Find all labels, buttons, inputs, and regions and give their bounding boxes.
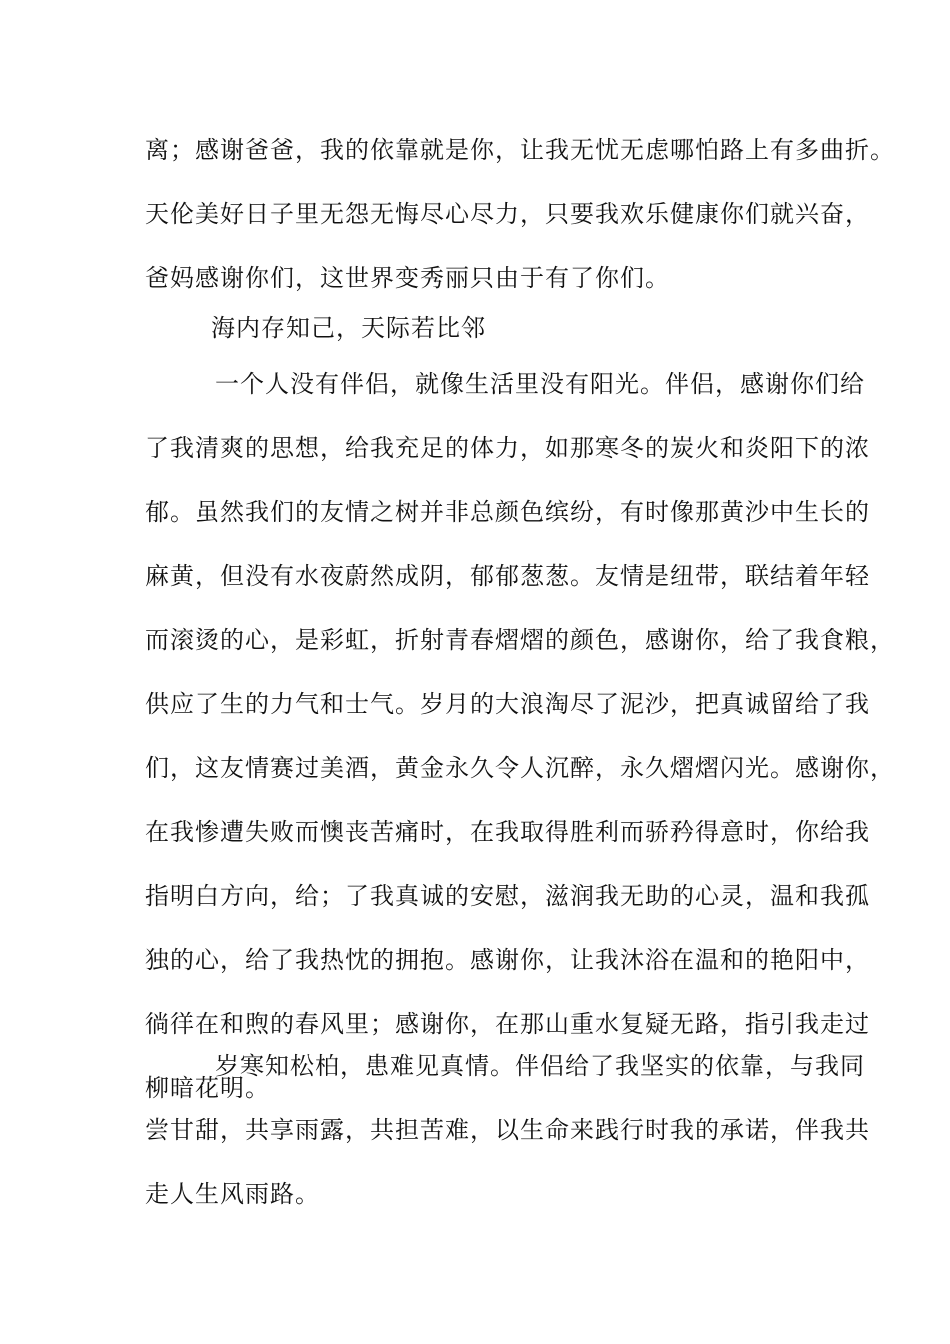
text-line: 离；感谢爸爸，我的依靠就是你，让我无忧无虑哪怕路上有多曲折。 (145, 136, 895, 164)
text-line: 走人生风雨路。 (145, 1180, 320, 1208)
text-line: 而滚烫的心，是彩虹，折射青春熠熠的颜色，感谢你，给了我食粮， (145, 626, 895, 654)
paragraph-friendship (145, 352, 895, 1120)
heading-text: 海内存知己，天际若比邻 (211, 314, 486, 342)
paragraph-adversity (145, 1034, 870, 1226)
text-line: 独的心，给了我热忱的拥抱。感谢你，让我沐浴在温和的艳阳中， (145, 946, 870, 974)
text-line: 麻黄，但没有水夜蔚然成阴，郁郁葱葱。友情是纽带，联结着年轻 (145, 562, 870, 590)
text-line: 在我惨遭失败而懊丧苦痛时，在我取得胜利而骄矜得意时，你给我 (145, 818, 870, 846)
text-line: 天伦美好日子里无怨无悔尽心尽力，只要我欢乐健康你们就兴奋， (145, 200, 870, 228)
text-line: 了我清爽的思想，给我充足的体力，如那寒冬的炭火和炎阳下的浓 (145, 434, 870, 462)
text-line: 尝甘甜，共享雨露，共担苦难，以生命来践行时我的承诺，伴我共 (145, 1116, 870, 1144)
paragraph-continued (145, 118, 895, 310)
text-line: 指明白方向，给；了我真诚的安慰，滋润我无助的心灵，温和我孤 (145, 882, 870, 910)
section-heading (145, 296, 815, 360)
text-line: 岁寒知松柏，患难见真情。伴侣给了我坚实的依靠，与我同 (215, 1052, 865, 1080)
text-line: 爸妈感谢你们，这世界变秀丽只由于有了你们。 (145, 264, 670, 292)
text-line: 们，这友情赛过美酒，黄金永久令人沉醉，永久熠熠闪光。感谢你， (145, 754, 895, 782)
text-line: 一个人没有伴侣，就像生活里没有阳光。伴侣，感谢你们给 (215, 370, 865, 398)
text-line: 郁。虽然我们的友情之树并非总颜色缤纷，有时像那黄沙中生长的 (145, 498, 870, 526)
text-line: 供应了生的力气和士气。岁月的大浪淘尽了泥沙，把真诚留给了我 (145, 690, 870, 718)
text-line: 徜徉在和煦的春风里；感谢你，在那山重水复疑无路，指引我走过 (145, 1010, 870, 1038)
text-line: 柳暗花明。 (145, 1074, 270, 1102)
